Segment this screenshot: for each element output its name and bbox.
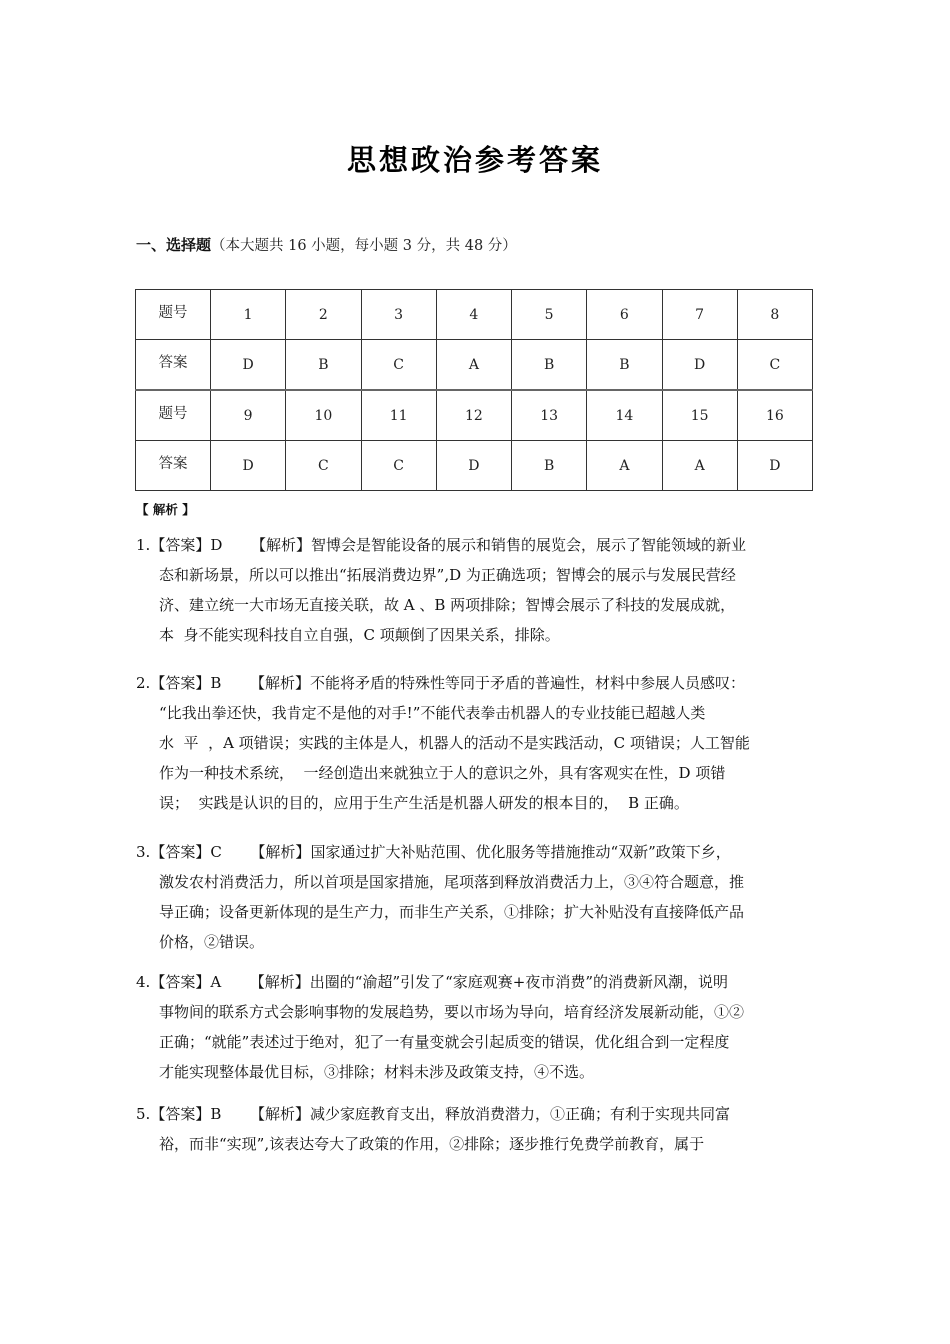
answer-value: A xyxy=(210,973,222,991)
row-label: 答案 xyxy=(136,441,211,491)
item-first-line xyxy=(136,967,821,997)
table-cell: D xyxy=(436,441,511,491)
answer-value: B xyxy=(210,1105,222,1123)
item-line: 激发农村消费活力，所以首项是国家措施，尾项落到释放消费活力上，③④符合题意，推 xyxy=(159,873,745,891)
table-cell: 11 xyxy=(361,390,436,441)
item-line: 国家通过扩大补贴范围、优化服务等措施推动“双新”政策下乡， xyxy=(310,843,731,861)
item-line: 误； 实践是认识的目的，应用于生产生活是机器人研发的根本目的， B 正确。 xyxy=(159,794,689,812)
table-cell: 6 xyxy=(587,290,662,340)
table-cell: B xyxy=(587,340,662,391)
item-first-line xyxy=(136,1099,821,1129)
item-line: 水 平 ，A 项错误；实践的主体是人，机器人的活动不是实践活动，C 项错误；人工智能 xyxy=(159,734,750,752)
analysis-item-1 xyxy=(136,530,821,650)
analysis-item-2 xyxy=(136,668,821,818)
row-label: 题号 xyxy=(136,390,211,441)
analysis-label: 【 解析 】 xyxy=(136,502,195,517)
table-cell: 9 xyxy=(211,390,286,441)
row-label: 题号 xyxy=(136,290,211,340)
analysis-item-3 xyxy=(136,837,821,957)
answer-value: D xyxy=(210,536,223,554)
item-line: 本 身不能实现科技自立自强，C 项颠倒了因果关系，排除。 xyxy=(159,626,560,644)
table-cell: B xyxy=(512,441,587,491)
table-cell: A xyxy=(436,340,511,391)
analysis-tag: 【解析】 xyxy=(249,973,310,991)
table-cell: C xyxy=(737,340,812,391)
answer-tag: 【答案】 xyxy=(150,1105,211,1123)
item-line: 作为一种技术系统， 一经创造出来就独立于人的意识之外，具有客观实在性，D 项错 xyxy=(159,764,726,782)
table-cell: D xyxy=(211,340,286,391)
item-line: “比我出拳还快，我肯定不是他的对手!”不能代表拳击机器人的专业技能已超越人类 xyxy=(159,704,706,722)
item-line: 导正确；设备更新体现的是生产力，而非生产关系，①排除；扩大补贴没有直接降低产品 xyxy=(159,903,745,921)
answer-value: C xyxy=(210,843,222,861)
item-first-line xyxy=(136,668,821,698)
item-first-line xyxy=(136,530,821,560)
item-line: 不能将矛盾的特殊性等同于矛盾的普遍性，材料中参展人员感叹： xyxy=(309,674,745,692)
table-row xyxy=(136,290,813,340)
section-heading xyxy=(136,234,517,255)
answer-tag: 【答案】 xyxy=(150,674,211,692)
table-cell: C xyxy=(286,441,361,491)
table-cell: D xyxy=(211,441,286,491)
table-cell: 7 xyxy=(662,290,737,340)
item-line: 裕，而非“实现”,该表达夸大了政策的作用，②排除；逐步推行免费学前教育，属于 xyxy=(159,1135,705,1153)
table-cell: D xyxy=(662,340,737,391)
table-cell: B xyxy=(512,340,587,391)
section-note: （本大题共 16 小题，每小题 3 分，共 48 分） xyxy=(211,238,517,254)
answer-tag: 【答案】 xyxy=(150,536,211,554)
table-cell: 13 xyxy=(512,390,587,441)
analysis-item-5 xyxy=(136,1099,821,1159)
table-cell: D xyxy=(737,441,812,491)
table-cell: A xyxy=(587,441,662,491)
item-line: 出圈的“渝超”引发了“家庭观赛+夜市消费”的消费新风潮，说明 xyxy=(309,973,729,991)
table-cell: 12 xyxy=(436,390,511,441)
table-cell: 14 xyxy=(587,390,662,441)
analysis-tag: 【解析】 xyxy=(249,674,310,692)
answer-table xyxy=(135,289,813,491)
table-cell: 15 xyxy=(662,390,737,441)
analysis-tag: 【解析】 xyxy=(249,1105,310,1123)
analysis-item-4 xyxy=(136,967,821,1087)
table-cell: C xyxy=(361,441,436,491)
answer-tag: 【答案】 xyxy=(150,843,211,861)
table-cell: 8 xyxy=(737,290,812,340)
item-number: 3. xyxy=(136,843,151,861)
item-number: 1. xyxy=(136,536,151,554)
table-cell: 10 xyxy=(286,390,361,441)
item-line: 正确；“就能”表述过于绝对，犯了一有量变就会引起质变的错误，优化组合到一定程度 xyxy=(159,1033,730,1051)
item-line: 减少家庭教育支出，释放消费潜力，①正确；有利于实现共同富 xyxy=(309,1105,730,1123)
table-cell: B xyxy=(286,340,361,391)
table-row xyxy=(136,441,813,491)
page-title: 思想政治参考答案 xyxy=(346,143,603,177)
table-cell: 2 xyxy=(286,290,361,340)
item-line: 智博会是智能设备的展示和销售的展览会，展示了智能领域的新业 xyxy=(310,536,746,554)
table-row xyxy=(136,340,813,391)
item-line: 价格，②错误。 xyxy=(159,933,265,951)
item-number: 5. xyxy=(136,1105,151,1123)
answer-value: B xyxy=(210,674,222,692)
item-line: 态和新场景，所以可以推出“拓展消费边界”,D 为正确选项；智博会的展示与发展民营经 xyxy=(159,566,736,584)
item-line: 事物间的联系方式会影响事物的发展趋势，要以市场为导向，培育经济发展新动能，①② xyxy=(159,1003,745,1021)
item-line: 才能实现整体最优目标，③排除；材料未涉及政策支持，④不选。 xyxy=(159,1063,595,1081)
item-line: 济、建立统一大市场无直接关联，故 A 、B 两项排除；智博会展示了科技的发展成就， xyxy=(159,596,736,614)
answer-tag: 【答案】 xyxy=(150,973,211,991)
row-label: 答案 xyxy=(136,340,211,391)
table-cell: 4 xyxy=(436,290,511,340)
analysis-tag: 【解析】 xyxy=(250,843,311,861)
table-cell: C xyxy=(361,340,436,391)
table-cell: 1 xyxy=(211,290,286,340)
table-cell: 3 xyxy=(361,290,436,340)
item-number: 4. xyxy=(136,973,151,991)
table-cell: 16 xyxy=(737,390,812,441)
analysis-tag: 【解析】 xyxy=(250,536,311,554)
section-title: 一、选择题 xyxy=(136,236,212,254)
item-number: 2. xyxy=(136,674,151,692)
table-cell: A xyxy=(662,441,737,491)
table-row xyxy=(136,390,813,441)
table-cell: 5 xyxy=(512,290,587,340)
item-first-line xyxy=(136,837,821,867)
